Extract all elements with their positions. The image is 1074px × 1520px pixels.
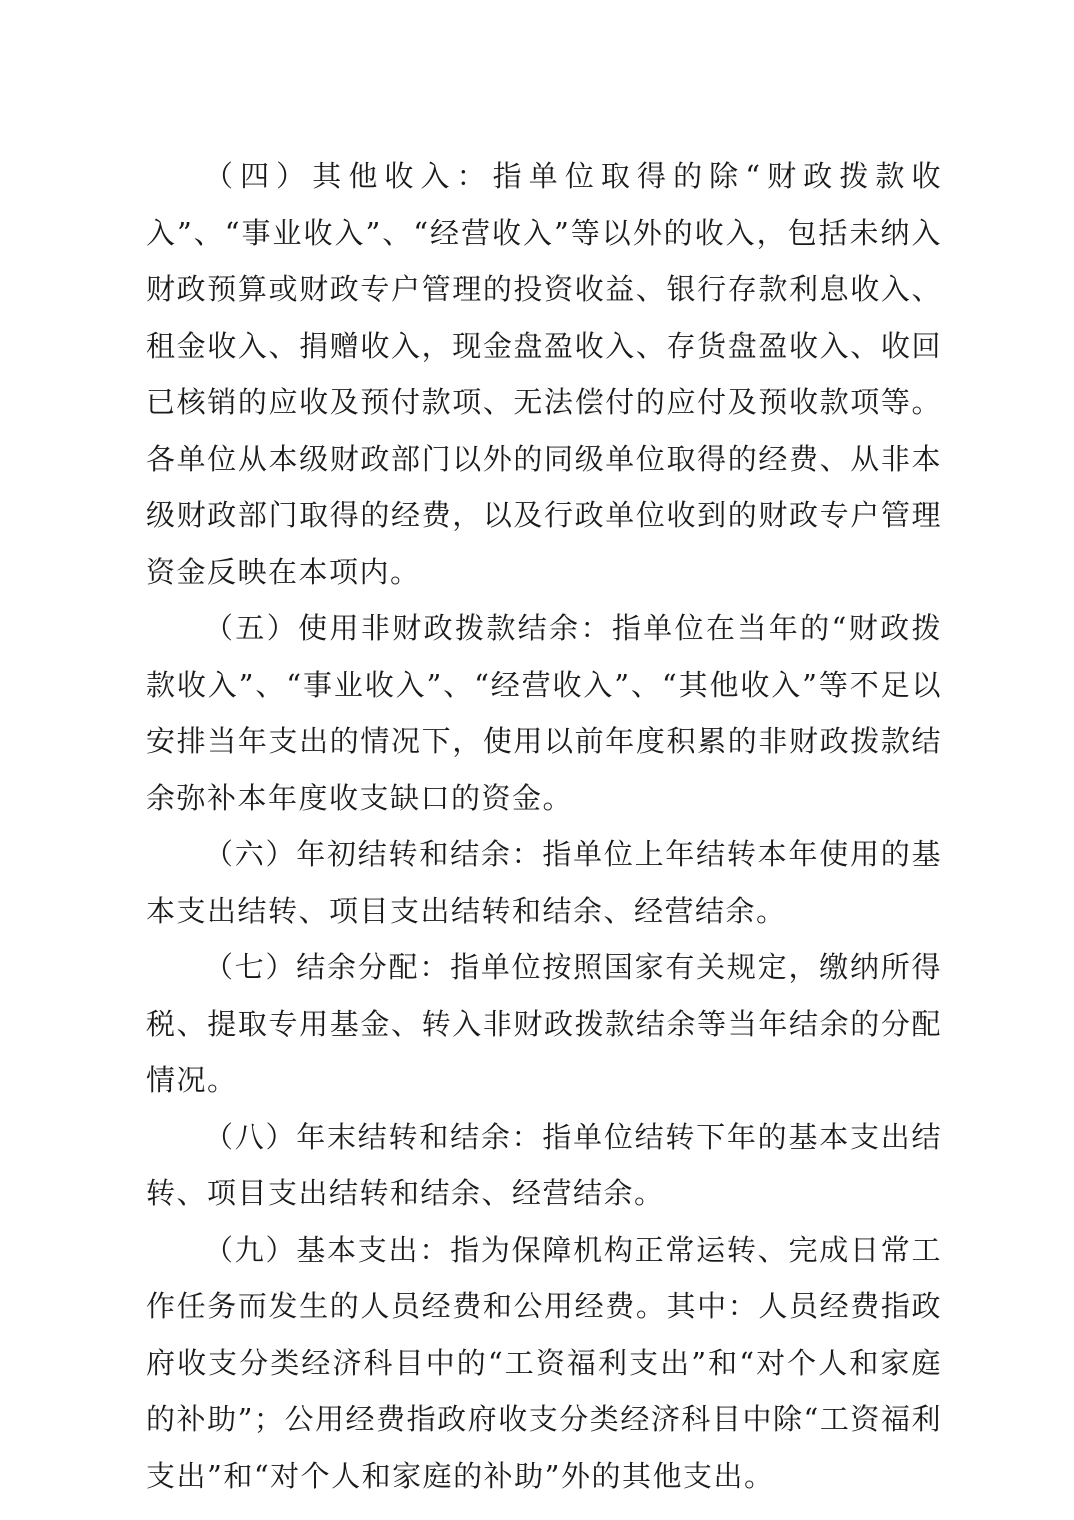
- document-body: [146, 148, 942, 1504]
- paragraph-opening-carryover: （六）年初结转和结余：指单位上年结转本年使用的基本支出结转、项目支出结转和结余、经营结余。: [146, 837, 942, 928]
- paragraph-non-fiscal-surplus: （五）使用非财政拨款结余：指单位在当年的“财政拨款收入”、“事业收入”、“经营收入”、“其他收入”等不足以安排当年支出的情况下，使用以前年度积累的非财政拨款结余弥补本年度收支缺口的资金。: [146, 611, 942, 815]
- paragraph-closing-carryover: （八）年末结转和结余：指单位结转下年的基本支出结转、项目支出结转和结余、经营结余。: [146, 1119, 942, 1210]
- paragraph-basic-expenditure: （九）基本支出：指为保障机构正常运转、完成日常工作任务而发生的人员经费和公用经费。其中：人员经费指政府收支分类经济科目中的“工资福利支出”和“对个人和家庭的补助”；公用经费指政府收支分类经济科目中除“工资福利支出”和“对个人和家庭的补助”外的其他支出。: [146, 1232, 942, 1493]
- paragraph-surplus-distribution: （七）结余分配：指单位按照国家有关规定，缴纳所得税、提取专用基金、转入非财政拨款结余等当年结余的分配情况。: [146, 950, 942, 1097]
- paragraph-other-income: （四）其他收入：指单位取得的除“财政拨款收入”、“事业收入”、“经营收入”等以外的收入，包括未纳入财政预算或财政专户管理的投资收益、银行存款利息收入、租金收入、捐赠收入，现金盘盈收入、存货盘盈收入、收回已核销的应收及预付款项、无法偿付的应付及预收款项等。各单位从本级财政部门以外的同级单位取得的经费、从非本级财政部门取得的经费，以及行政单位收到的财政专户管理资金反映在本项内。: [146, 159, 942, 589]
